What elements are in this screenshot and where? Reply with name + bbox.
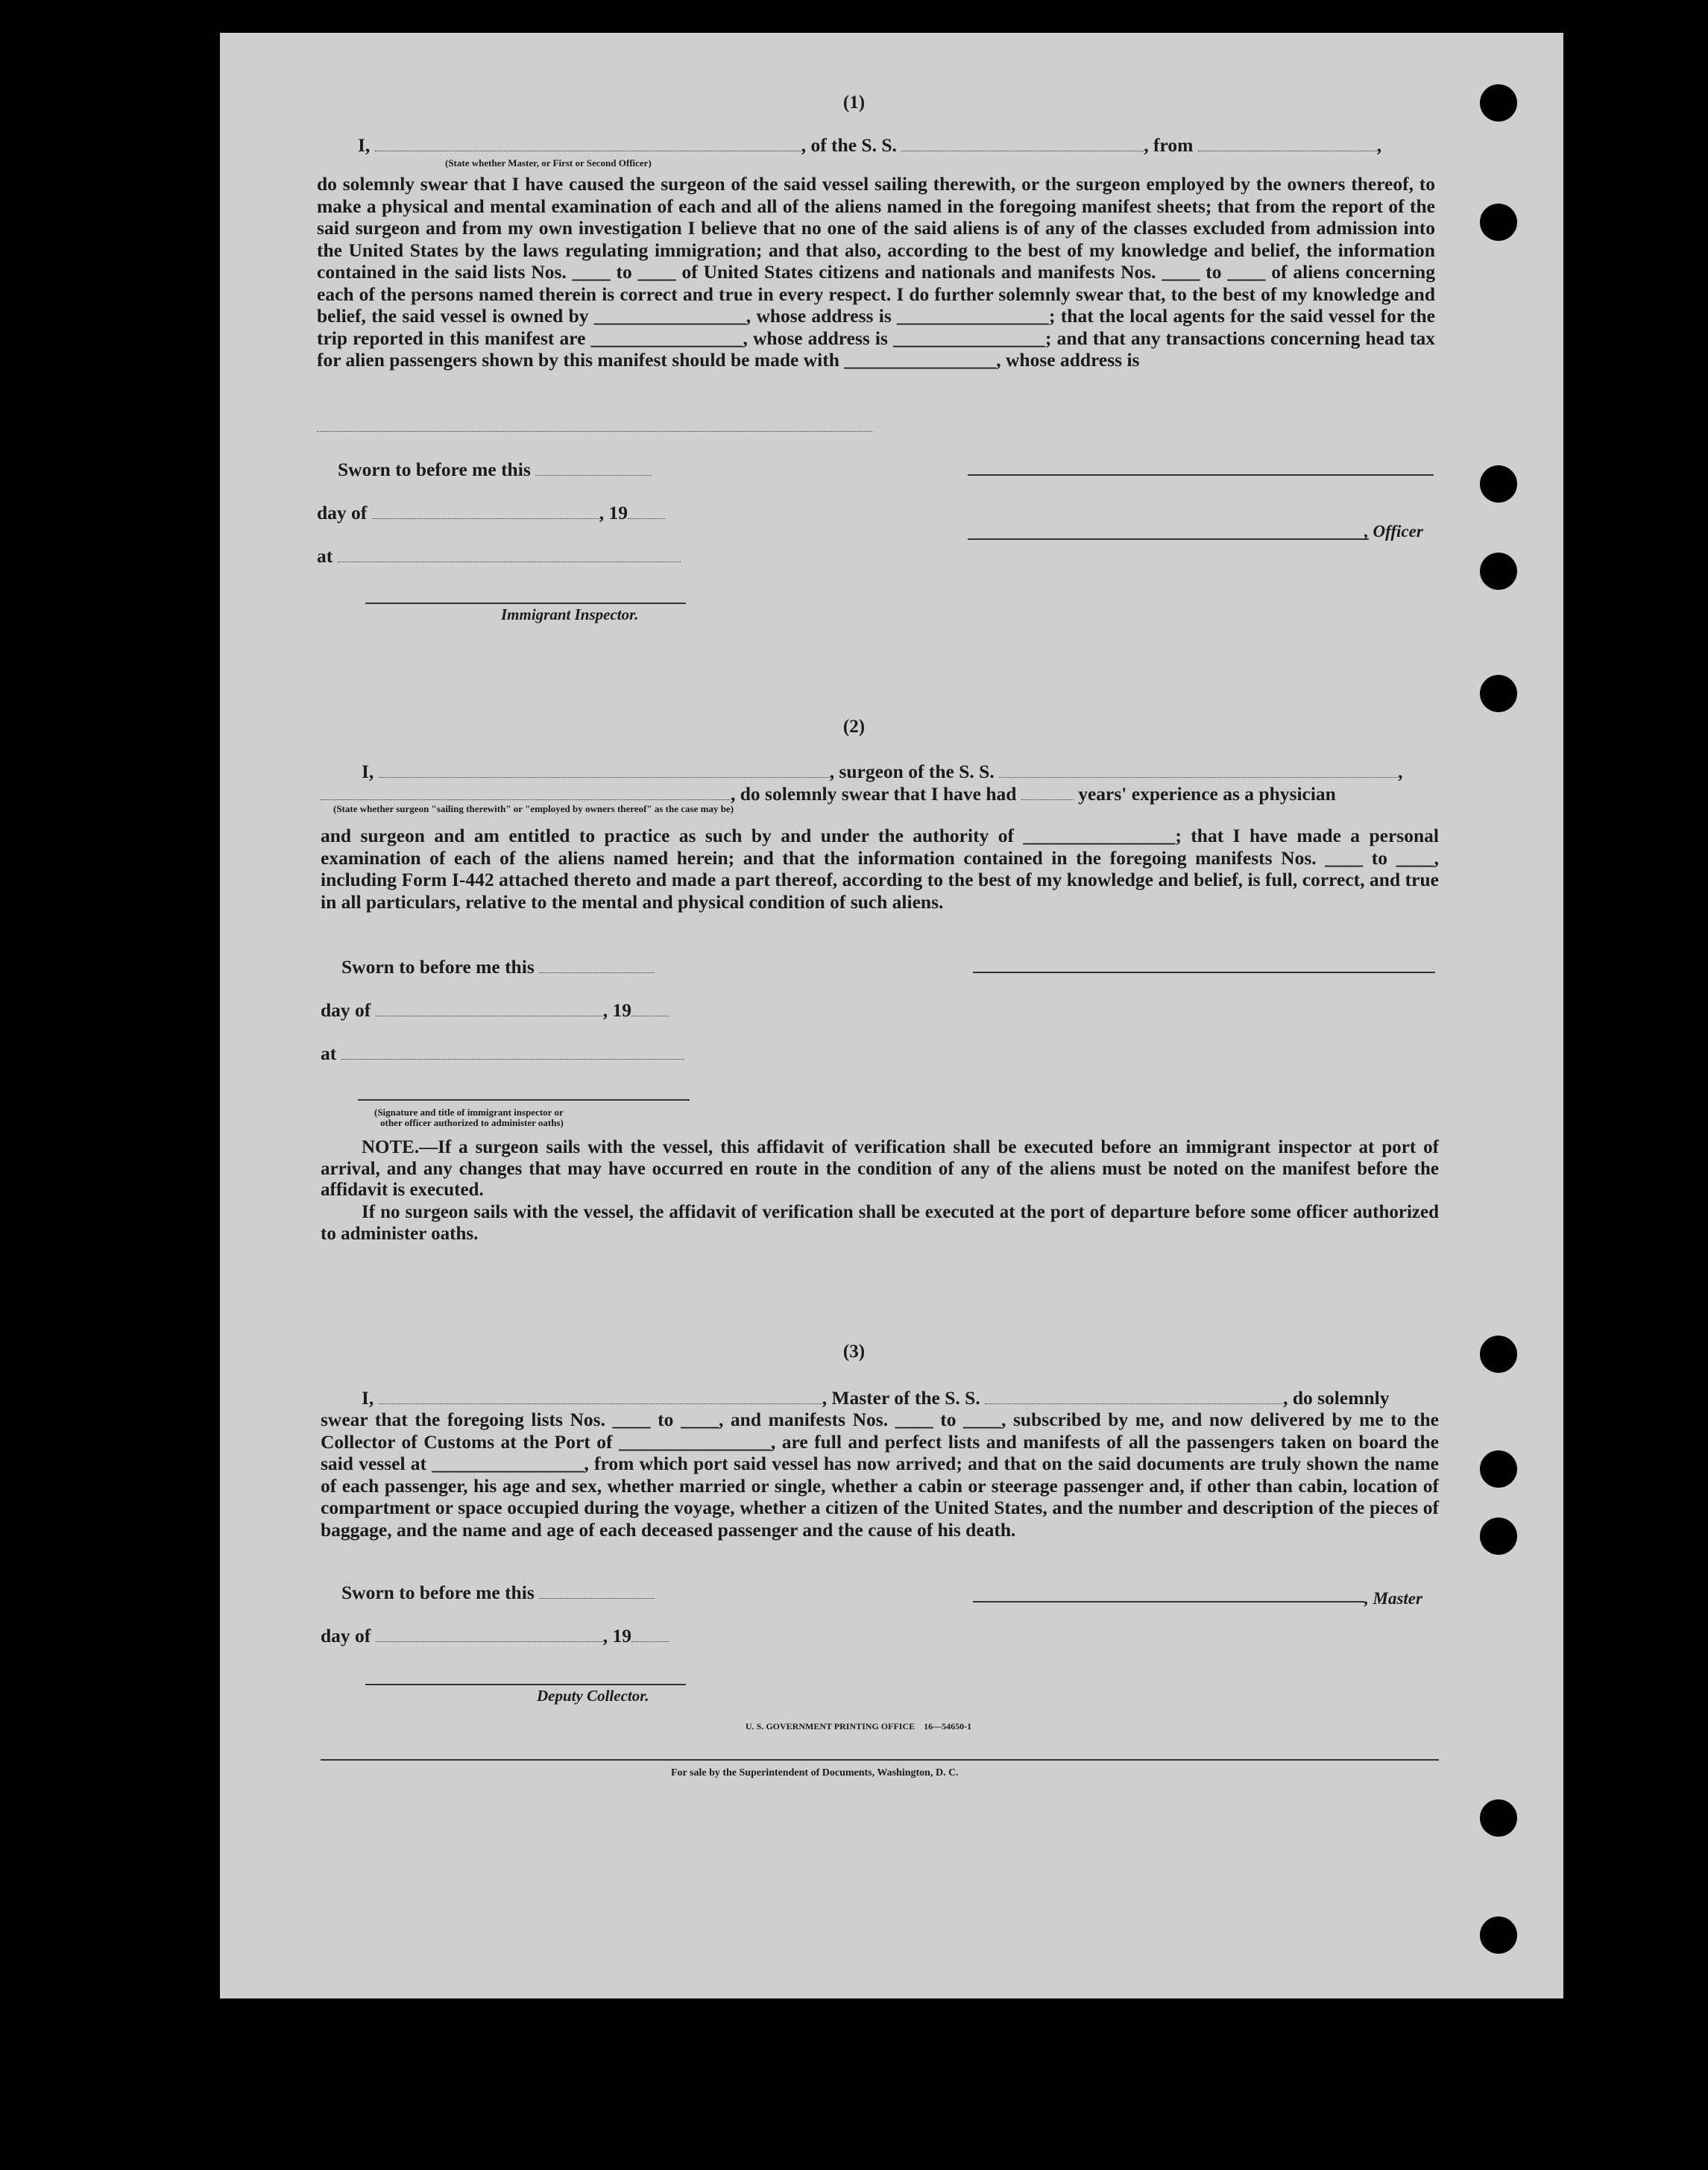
place-field-2[interactable]	[341, 1045, 684, 1060]
sworn-date-field[interactable]	[535, 462, 651, 476]
section-1-day: day of , 19	[317, 502, 705, 524]
year-field-2[interactable]	[631, 1002, 669, 1016]
section-2-first-line: I, , surgeon of the S. S. ,	[362, 761, 1403, 782]
section-2-body: and surgeon and am entitled to practice as such by and under the authority of ________________; that I have made a personal examination of each of the aliens named herein; and that the information contained in the foregoing manifests Nos. ____ to ____, including Form I-442 attached thereto and made a part thereof, according to the best of my knowledge and belief, is full, correct, and true in all particulars, relative to the mental and physical condition of such aliens.	[321, 825, 1439, 913]
sworn-date-field-2[interactable]	[539, 959, 655, 973]
officer-signature-line-1[interactable]	[968, 474, 1434, 476]
section-2-at: at	[321, 1042, 708, 1065]
section-3-vessel-field[interactable]	[985, 1390, 1283, 1404]
section-2-number: (2)	[842, 717, 866, 737]
master-name-field[interactable]	[375, 137, 801, 151]
surgeon-status-field[interactable]	[321, 786, 731, 800]
section-1-of-ss: , of the S. S.	[801, 134, 897, 156]
vessel-name-field[interactable]	[901, 137, 1144, 151]
place-field[interactable]	[338, 548, 681, 562]
section-2-caption: (State whether surgeon "sailing therewith" or "employed by owners thereof" as the case may be)	[333, 803, 734, 814]
surgeon-name-field[interactable]	[379, 764, 830, 778]
section-1-caption: (State whether Master, or First or Second Officer)	[445, 157, 652, 169]
section-2-note-1: NOTE.—If a surgeon sails with the vessel, this affidavit of verification shall be executed before an immigrant inspector at port of arrival, and any changes that may have occurred en route in the condition of any of the aliens must be noted on the manifest before the affidavit is executed.	[321, 1137, 1439, 1200]
collector-signature-line[interactable]	[365, 1684, 686, 1685]
section-1-number: (1)	[842, 92, 866, 113]
section-2-second-line: , do solemnly swear that I have had years' experience as a physician	[321, 783, 1439, 805]
section-1-body: do solemnly swear that I have caused the surgeon of the said vessel sailing therewith, or the surgeon employed by the owners thereof, to make a physical and mental examination of each and all of the aliens named in the foregoing manifest sheets; that from the report of the said surgeon and from my own investigation I believe that no one of the said aliens is of any of the classes excluded from admission into the United States by the laws regulating immigration; and that also, according to the best of my knowledge and belief, the information contained in the said lists Nos. ____ to ____ of United States citizens and nationals and manifests Nos. ____ to ____ of aliens concerning each of the persons named therein is correct and true in every respect. I do further solemnly swear that, to the best of my knowledge and belief, the said vessel is owned by ________________, whose address is ________________; that the local agents for the said vessel for the trip reported in this manifest are ________________, whose address is ________________; and that any transactions concerning head tax for alien passengers shown by this manifest should be made with ________________, whose address is	[317, 173, 1435, 371]
punch-hole	[1480, 465, 1517, 503]
section-1-at: at	[317, 545, 705, 567]
section-2-sig-caption-2: other officer authorized to administer oaths)	[380, 1117, 564, 1128]
section-2-sworn: Sworn to before me this	[321, 956, 693, 978]
section-1-first-line: I, , of the S. S. , from ,	[358, 134, 1382, 156]
punch-hole	[1480, 1518, 1517, 1555]
section-2-sig-caption-1: (Signature and title of immigrant inspector or	[374, 1107, 564, 1118]
punch-hole	[1480, 1916, 1517, 1954]
years-field[interactable]	[1021, 786, 1074, 800]
day-field-2[interactable]	[376, 1002, 603, 1016]
punch-hole	[1480, 1799, 1517, 1837]
surgeon-vessel-field[interactable]	[999, 764, 1398, 778]
section-2-officer-signature-line[interactable]	[358, 1099, 690, 1101]
section-2-note-2: If no surgeon sails with the vessel, the affidavit of verification shall be executed at the port of departure before some officer authorized to administer oaths.	[321, 1202, 1439, 1244]
section-1-from: , from	[1144, 134, 1194, 156]
printing-office-line: U. S. GOVERNMENT PRINTING OFFICE 16—54650-1	[746, 1721, 972, 1732]
section-3-master-field[interactable]	[379, 1390, 822, 1404]
officer-signature-line-2[interactable]	[968, 538, 1369, 540]
section-3-number: (3)	[842, 1342, 866, 1362]
sale-line: For sale by the Superintendent of Documents, Washington, D. C.	[671, 1767, 959, 1779]
officer-caption: , Officer	[1364, 522, 1423, 541]
punch-hole	[1480, 204, 1517, 241]
surgeon-signature-line[interactable]	[973, 972, 1435, 973]
year-field-3[interactable]	[631, 1628, 669, 1642]
section-1-address-blank[interactable]	[317, 431, 872, 432]
master-caption: , Master	[1364, 1589, 1422, 1608]
punch-hole	[1480, 675, 1517, 712]
punch-hole	[1480, 1450, 1517, 1488]
section-1-i: I,	[358, 134, 371, 156]
footer-rule	[321, 1759, 1439, 1761]
inspector-signature-line[interactable]	[365, 603, 686, 604]
year-field[interactable]	[628, 505, 665, 519]
section-1-sworn: Sworn to before me this	[317, 459, 690, 481]
from-port-field[interactable]	[1198, 137, 1377, 151]
inspector-caption: Immigrant Inspector.	[501, 606, 639, 623]
master-signature-line[interactable]	[973, 1601, 1364, 1603]
section-3-body: swear that the foregoing lists Nos. ____ to ____, and manifests Nos. ____ to ____, subscribed by me, and now delivered by me to the Collector of Customs at the Port of ________________, are full and perfect lists and manifests of all the passengers taken on board the said vessel at ________________, from which port said vessel has now arrived; and that on the said documents are truly shown the name of each passenger, his age and sex, whether married or single, whether a cabin or steerage passenger and, if other than cabin, location of compartment or space occupied during the voyage, whether a citizen of the United States, and the number and description of the pieces of baggage, and the name and age of each deceased passenger and the cause of his death.	[321, 1409, 1439, 1541]
sworn-date-field-3[interactable]	[539, 1585, 655, 1599]
section-3-first-line: I, , Master of the S. S. , do solemnly	[362, 1387, 1390, 1409]
section-3-sworn: Sworn to before me this	[321, 1582, 693, 1604]
section-2-day: day of , 19	[321, 999, 708, 1022]
section-3-day: day of , 19	[321, 1625, 708, 1647]
collector-caption: Deputy Collector.	[537, 1687, 649, 1705]
punch-hole	[1480, 553, 1517, 590]
day-field[interactable]	[372, 505, 599, 519]
day-field-3[interactable]	[376, 1628, 603, 1642]
